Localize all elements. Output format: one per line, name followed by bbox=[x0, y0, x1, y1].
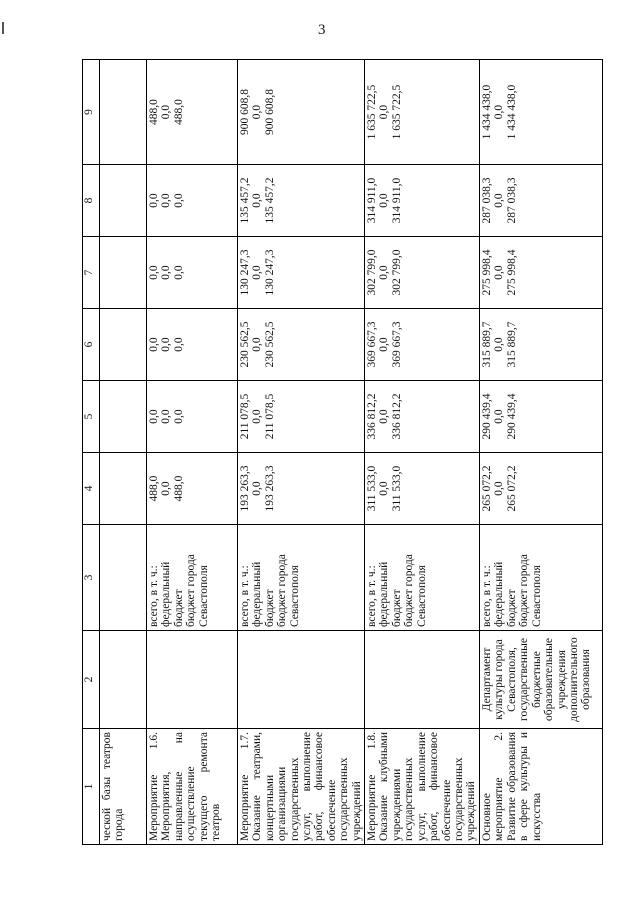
amount-cell: 275 998,4 0,0 275 998,4 bbox=[480, 237, 603, 309]
amount-cell: 314 911,0 0,0 314 911,0 bbox=[365, 165, 480, 237]
total-cell bbox=[100, 60, 147, 165]
amount-cell: 369 667,3 0,0 369 667,3 bbox=[365, 309, 480, 381]
event-name-cell: Мероприятие 1.6. Мероприятия, направленные на осуществление текущего ремонта театров bbox=[147, 729, 238, 845]
table-row bbox=[365, 60, 480, 845]
source-cell: всего, в т. ч.: федеральный бюджет бюджет города Севастополя bbox=[238, 525, 365, 631]
amount-cell bbox=[100, 453, 147, 525]
amount-cell: 193 263,3 0,0 193 263,3 bbox=[238, 453, 365, 525]
financing-table bbox=[82, 59, 603, 845]
amount-cell bbox=[100, 309, 147, 381]
amount-cell: 311 533,0 0,0 311 533,0 bbox=[365, 453, 480, 525]
source-cell: всего, в т. ч.: федеральный бюджет бюджет города Севастополя bbox=[147, 525, 238, 631]
col-number-3: 3 bbox=[83, 525, 100, 631]
amount-cell: 0,0 0,0 0,0 bbox=[147, 165, 238, 237]
amount-cell bbox=[100, 165, 147, 237]
total-cell: 488,0 0,0 488,0 bbox=[147, 60, 238, 165]
executor-cell bbox=[100, 631, 147, 729]
scan-edge-mark bbox=[2, 22, 4, 34]
amount-cell: 287 038,3 0,0 287 038,3 bbox=[480, 165, 603, 237]
source-cell: всего, в т. ч.: федеральный бюджет бюджет города Севастополя bbox=[480, 525, 603, 631]
col-number-8: 8 bbox=[83, 165, 100, 237]
executor-cell bbox=[365, 631, 480, 729]
amount-cell bbox=[100, 381, 147, 453]
source-cell: всего, в т. ч.: федеральный бюджет бюджет города Севастополя bbox=[365, 525, 480, 631]
executor-cell bbox=[147, 631, 238, 729]
amount-cell: 290 439,4 0,0 290 439,4 bbox=[480, 381, 603, 453]
col-number-1: 1 bbox=[83, 729, 100, 845]
amount-cell: 211 078,5 0,0 211 078,5 bbox=[238, 381, 365, 453]
executor-cell bbox=[238, 631, 365, 729]
col-number-4: 4 bbox=[83, 453, 100, 525]
col-number-5: 5 bbox=[83, 381, 100, 453]
executor-cell: Департамент культуры города Севастополя, государственные бюджетные образовательные учреждения дополнительного образования bbox=[480, 631, 603, 729]
amount-cell: 336 812,2 0,0 336 812,2 bbox=[365, 381, 480, 453]
amount-cell: 0,0 0,0 0,0 bbox=[147, 237, 238, 309]
amount-cell: 230 562,5 0,0 230 562,5 bbox=[238, 309, 365, 381]
event-name-cell: ческой базы театров города bbox=[100, 729, 147, 845]
table-row bbox=[480, 60, 603, 845]
total-cell: 1 434 438,0 0,0 1 434 438,0 bbox=[480, 60, 603, 165]
amount-cell: 265 072,2 0,0 265 072,2 bbox=[480, 453, 603, 525]
amount-cell: 135 457,2 0,0 135 457,2 bbox=[238, 165, 365, 237]
col-number-2: 2 bbox=[83, 631, 100, 729]
amount-cell: 130 247,3 0,0 130 247,3 bbox=[238, 237, 365, 309]
table-row bbox=[238, 60, 365, 845]
total-cell: 1 635 722,5 0,0 1 635 722,5 bbox=[365, 60, 480, 165]
col-number-6: 6 bbox=[83, 309, 100, 381]
col-number-9: 9 bbox=[83, 60, 100, 165]
amount-cell: 302 799,0 0,0 302 799,0 bbox=[365, 237, 480, 309]
page-number: 3 bbox=[318, 22, 326, 38]
table-row bbox=[100, 60, 147, 845]
event-name-cell: Мероприятие 1.7. Оказание театрами, концертными организациями государственных услуг, выполнение работ, финансовое обеспечение государственных учреждений bbox=[238, 729, 365, 845]
source-cell bbox=[100, 525, 147, 631]
amount-cell: 488,0 0,0 488,0 bbox=[147, 453, 238, 525]
event-name-cell: Мероприятие 1.8. Оказание клубными учреждениями государственных услуг, выполнение работ, финансовое обеспечение государственных учреждений bbox=[365, 729, 480, 845]
amount-cell: 0,0 0,0 0,0 bbox=[147, 381, 238, 453]
total-cell: 900 608,8 0,0 900 608,8 bbox=[238, 60, 365, 165]
col-number-7: 7 bbox=[83, 237, 100, 309]
table-row bbox=[147, 60, 238, 845]
amount-cell: 315 889,7 0,0 315 889,7 bbox=[480, 309, 603, 381]
amount-cell bbox=[100, 237, 147, 309]
rotated-table-container bbox=[82, 60, 593, 845]
event-name-cell: Основное мероприятие 2. Развитие образования в сфере культуры и искусства bbox=[480, 729, 603, 845]
column-number-row bbox=[83, 60, 100, 845]
amount-cell: 0,0 0,0 0,0 bbox=[147, 309, 238, 381]
